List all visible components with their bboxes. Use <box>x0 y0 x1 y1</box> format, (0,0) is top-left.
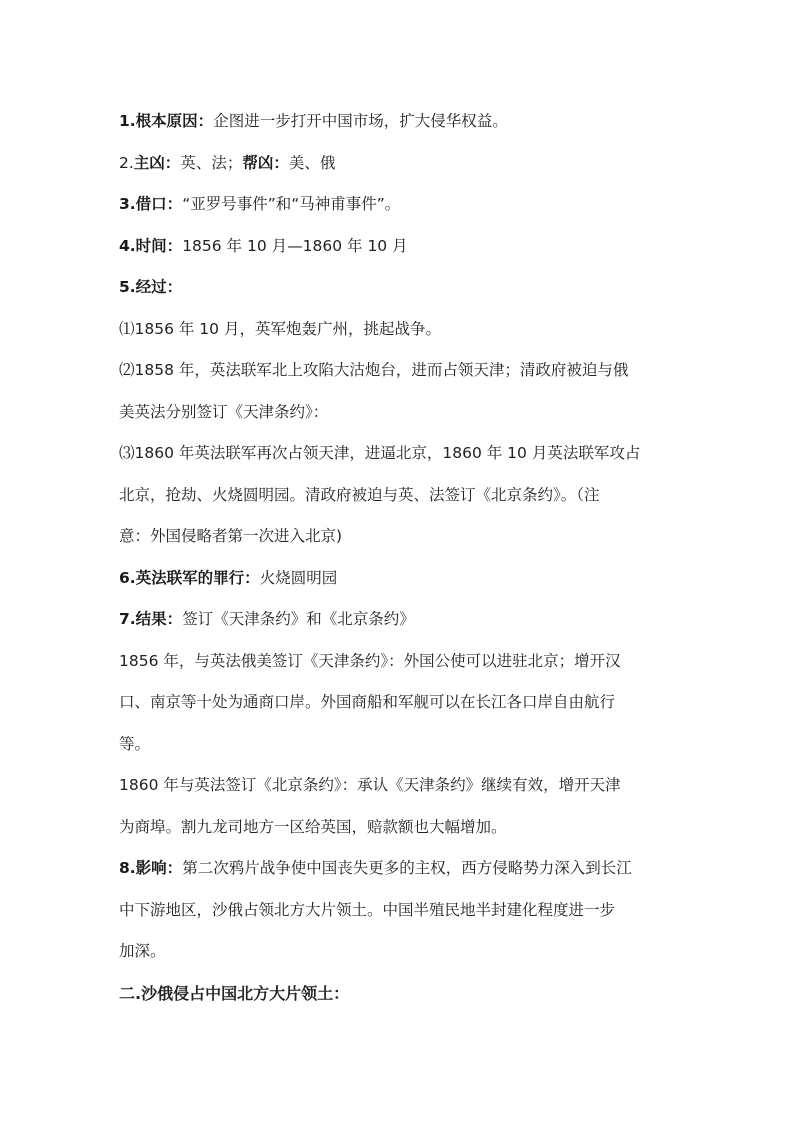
crime-label: 6.英法联军的罪行： <box>119 568 260 587</box>
pretext-label: 3.借口： <box>119 195 183 213</box>
accomplice-label: 帮凶： <box>242 153 289 172</box>
course-item-3-line-2 <box>119 475 679 517</box>
course-item-2-line-1 <box>119 350 679 392</box>
course-item-1-text: ⑴1856 年 10 月，英军炮轰广州，挑起战争。 <box>119 319 441 338</box>
course-item-2-text-1: ⑵1858 年，英法联军北上攻陷大沽炮台，进而占领天津；清政府被迫与俄 <box>119 361 629 379</box>
cause-text: 企图进一步打开中国市场，扩大侵华权益。 <box>213 112 508 130</box>
time-text: 1856 年 10 月—1860 年 10 月 <box>182 236 408 255</box>
section-2-title: 二.沙俄侵占中国北方大片领土： <box>119 983 350 1003</box>
cause-label: 1.根本原因： <box>119 112 214 130</box>
course-item-3-line-1 <box>119 433 679 475</box>
impact-line-3 <box>119 931 679 973</box>
result-line <box>119 599 679 641</box>
course-line <box>119 267 679 309</box>
impact-label: 8.影响： <box>119 859 183 877</box>
course-item-3-text-1: ⑶1860 年英法联军再次占领天津，进逼北京，1860 年 10 月英法联军攻占 <box>119 444 641 462</box>
document-content <box>119 101 679 1014</box>
tianjin-line-2 <box>119 682 679 724</box>
course-item-2-text-2: 美英法分别签订《天津条约》： <box>119 402 329 421</box>
main-culprit-label: 主凶： <box>133 153 181 172</box>
tianjin-text-3: 等。 <box>119 734 151 753</box>
culprits-number: 2. <box>119 153 134 172</box>
tianjin-line-1 <box>119 641 679 683</box>
section-2-heading <box>119 973 679 1015</box>
tianjin-line-3 <box>119 724 679 766</box>
course-label: 5.经过： <box>119 278 183 296</box>
course-item-1 <box>119 309 679 351</box>
accomplice-text: 美、俄 <box>288 153 336 172</box>
time-line <box>119 226 679 268</box>
tianjin-text-2: 口、南京等十处为通商口岸。外国商船和军舰可以在长江各口岸自由航行 <box>119 693 616 711</box>
impact-text-2: 中下游地区，沙俄占领北方大片领土。中国半殖民地半封建化程度进一步 <box>119 900 616 919</box>
main-culprit-text: 英、法； <box>180 153 243 172</box>
impact-text-3: 加深。 <box>119 942 166 960</box>
beijing-line-2 <box>119 807 679 849</box>
beijing-text-1: 1860 年与英法签订《北京条约》：承认《天津条约》继续有效，增开天津 <box>119 776 621 794</box>
course-item-3-text-2: 北京，抢劫、火烧圆明园。清政府被迫与英、法签订《北京条约》。（注 <box>119 485 600 504</box>
beijing-line-1 <box>119 765 679 807</box>
culprits-line <box>119 143 679 185</box>
crime-line <box>119 558 679 600</box>
impact-line-2 <box>119 890 679 932</box>
crime-text: 火烧圆明园 <box>259 568 338 587</box>
beijing-text-2: 为商埠。割九龙司地方一区给英国，赔款额也大幅增加。 <box>119 817 507 836</box>
time-label: 4.时间： <box>119 236 183 255</box>
course-item-3-line-3 <box>119 516 679 558</box>
pretext-line <box>119 184 679 226</box>
cause-line <box>119 101 679 143</box>
course-item-3-text-3: 意：外国侵略者第一次进入北京) <box>119 527 343 545</box>
course-item-2-line-2 <box>119 392 679 434</box>
impact-text-1: 第二次鸦片战争使中国丧失更多的主权，西方侵略势力深入到长江 <box>182 859 632 877</box>
result-text: 签订《天津条约》和《北京条约》 <box>182 610 415 628</box>
impact-line-1 <box>119 848 679 890</box>
tianjin-text-1: 1856 年，与英法俄美签订《天津条约》：外国公使可以进驻北京；增开汉 <box>119 651 621 670</box>
pretext-text: “亚罗号事件”和“马神甫事件”。 <box>182 195 401 213</box>
result-label: 7.结果： <box>119 610 183 628</box>
